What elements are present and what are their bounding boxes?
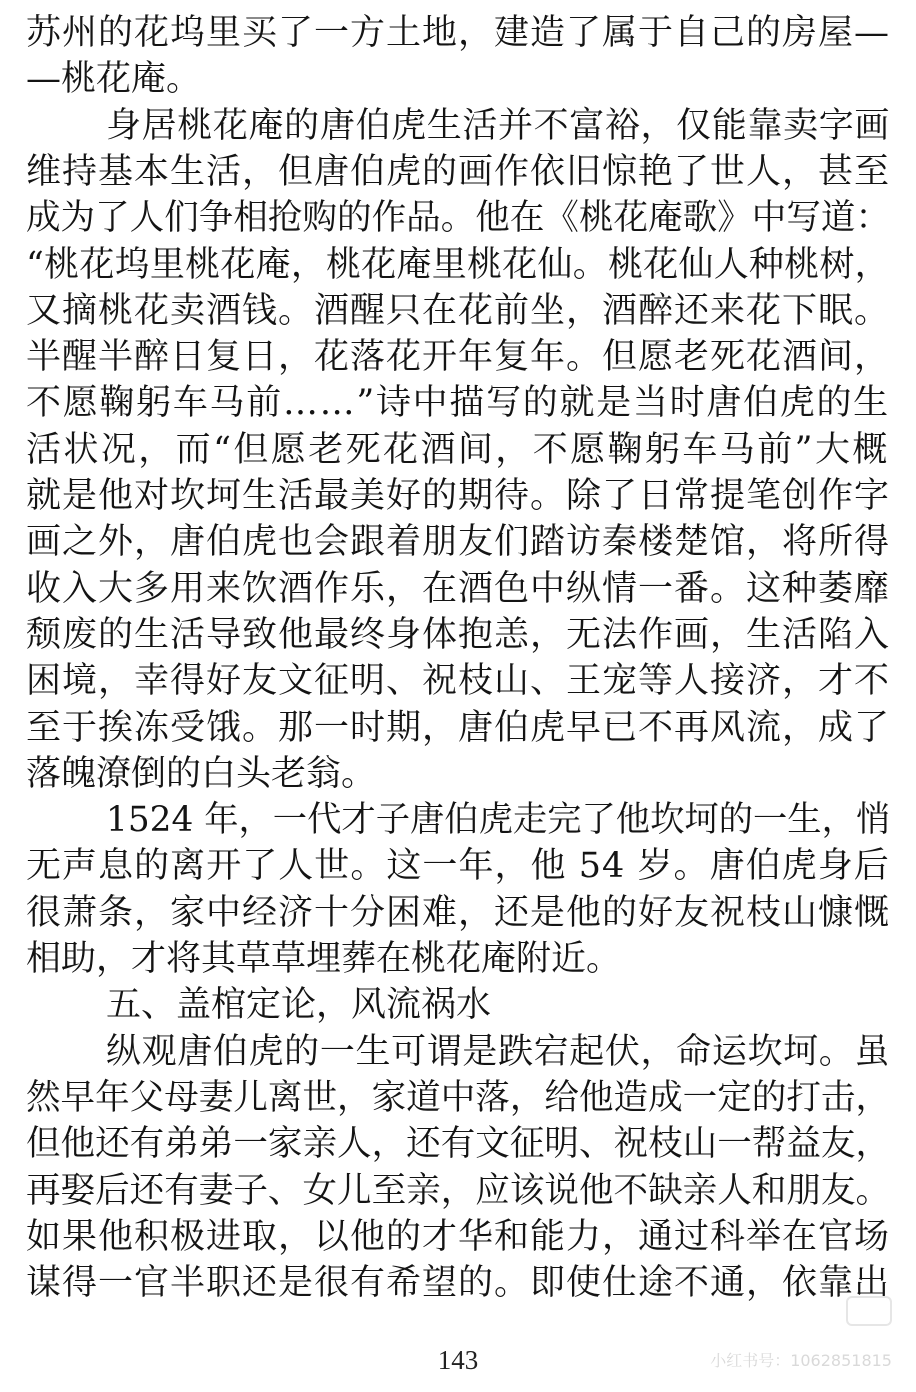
text-line: 不愿鞠躬车马前……”诗中描写的就是当时唐伯虎的生	[26, 383, 890, 424]
text-line: 身居桃花庵的唐伯虎生活并不富裕，仅能靠卖字画	[106, 105, 891, 146]
text-line: 相助，才将其草草埋葬在桃花庵附近。	[26, 939, 622, 979]
watermark	[710, 1348, 892, 1371]
text-line: 谋得一官半职还是很有希望的。即使仕途不通，依靠出	[26, 1263, 891, 1304]
text-line: “桃花坞里桃花庵，桃花庵里桃花仙。桃花仙人种桃树，	[26, 244, 890, 285]
text-line: 然早年父母妻儿离世，家道中落，给他造成一定的打击，	[26, 1077, 891, 1118]
text-line: 又摘桃花卖酒钱。酒醒只在花前坐，酒醉还来花下眠。	[26, 290, 891, 331]
xiaohongshu-logo-icon	[846, 1296, 892, 1326]
text-line: 苏州的花坞里买了一方土地，建造了属于自己的房屋—	[26, 13, 891, 53]
text-line: 无声息的离开了人世。这一年，他 54 岁。唐伯虎身后	[26, 846, 890, 887]
text-line: 至于挨冻受饿。那一时期，唐伯虎早已不再风流，成了	[26, 707, 891, 748]
text-line: —桃花庵。	[26, 59, 202, 100]
text-line: 成为了人们争相抢购的作品。他在《桃花庵歌》中写道：	[26, 198, 891, 239]
watermark-text: 小红书号：1062851815	[710, 1351, 892, 1370]
page-number: 143	[437, 1345, 479, 1375]
text-line: 困境，幸得好友文征明、祝枝山、王宠等人接济，才不	[26, 661, 891, 702]
text-line: 如果他积极进取，以他的才华和能力，通过科举在官场	[26, 1216, 891, 1257]
text-line: 颓废的生活导致他最终身体抱恙，无法作画，生活陷入	[26, 614, 891, 655]
text-line: 但他还有弟弟一家亲人，还有文征明、祝枝山一帮益友，	[26, 1124, 891, 1165]
section-heading: 五、盖棺定论，风流祸水	[106, 985, 492, 1026]
text-line: 再娶后还有妻子、女儿至亲，应该说他不缺亲人和朋友。	[26, 1170, 891, 1211]
text-line: 收入大多用来饮酒作乐，在酒色中纵情一番。这种萎靡	[26, 568, 891, 609]
text-line: 活状况，而“但愿老死花酒间，不愿鞠躬车马前”大概	[26, 429, 890, 470]
text-line: 维持基本生活，但唐伯虎的画作依旧惊艳了世人，甚至	[26, 151, 891, 192]
text-line: 画之外，唐伯虎也会跟着朋友们踏访秦楼楚馆，将所得	[26, 522, 891, 563]
text-line: 半醒半醉日复日，花落花开年复年。但愿老死花酒间，	[26, 337, 891, 378]
text-line: 纵观唐伯虎的一生可谓是跌宕起伏，命运坎坷。虽	[106, 1031, 891, 1072]
text-line: 很萧条，家中经济十分困难，还是他的好友祝枝山慷慨	[26, 892, 891, 933]
text-line: 就是他对坎坷生活最美好的期待。除了日常提笔创作字	[26, 476, 891, 516]
text-line: 1524 年，一代才子唐伯虎走完了他坎坷的一生，悄	[106, 800, 891, 841]
text-line: 落魄潦倒的白头老翁。	[26, 753, 377, 794]
